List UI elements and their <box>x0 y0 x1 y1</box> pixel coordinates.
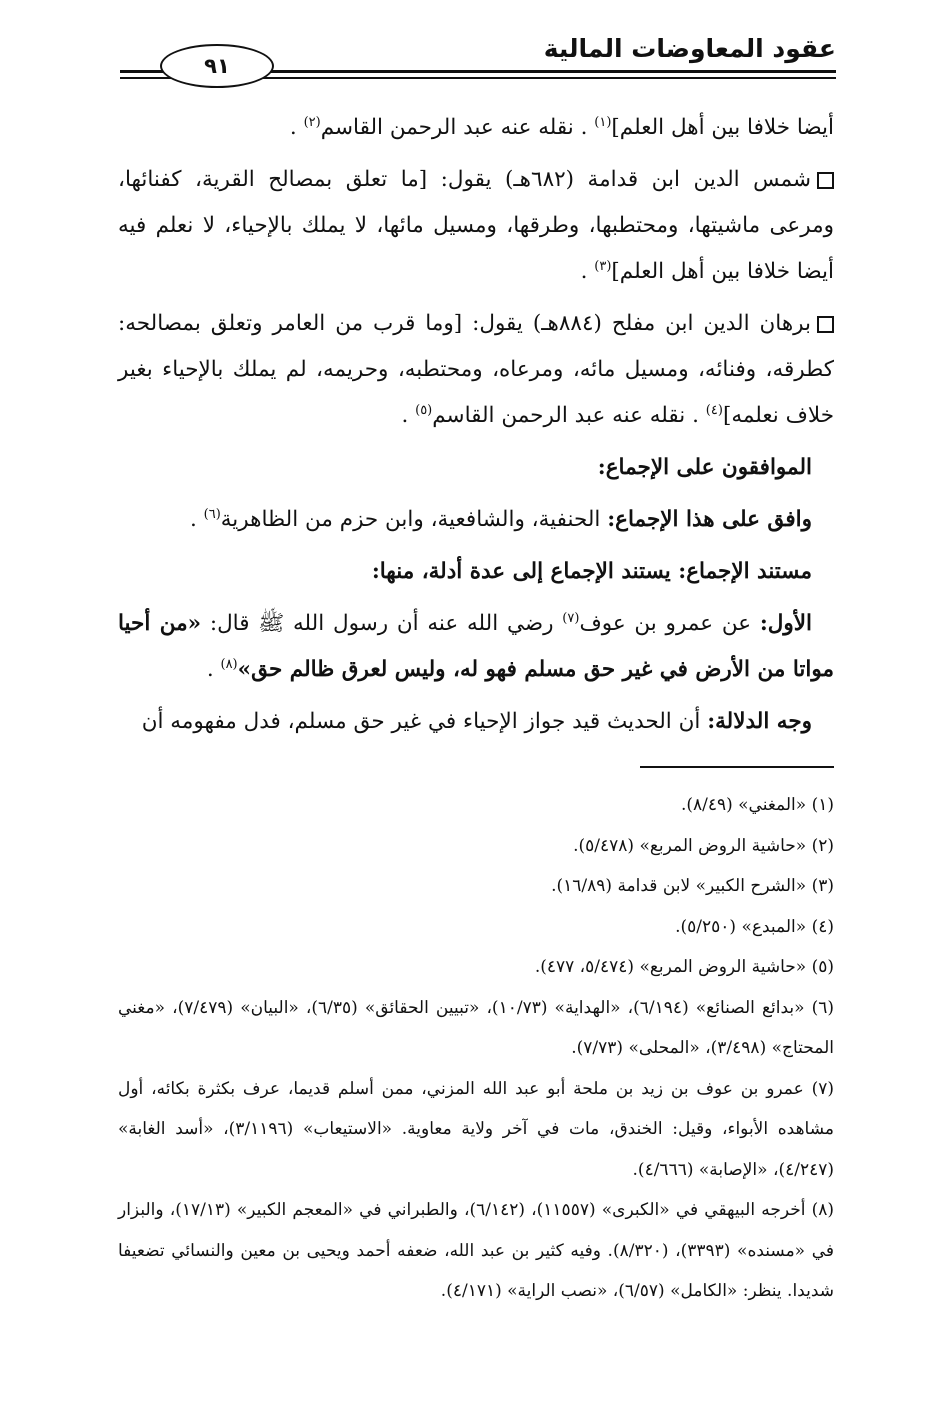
footnote-8: (٨) أخرجه البيهقي في «الكبرى» (١١٥٥٧)، (٦/١٤٢)، والطبراني في «المعجم الكبير» (١٧/١٣)، والبزار في «مسنده» (٣٣٩٣)، (٨/٣٢٠). وفيه كثير بن عبد الله، ضعفه أحمد ويحيى بن معين والنسائي تضعيفا شديدا. ينظر: «الكامل» (٦/٥٧)، «نصب الراية» (٤/١٧١). <box>118 1200 835 1301</box>
page-number: ٩١ <box>160 44 274 88</box>
footnote-ref-8[interactable]: (٨) <box>220 656 238 672</box>
footnote-5: (٥) «حاشية الروض المربع» (٥/٤٧٤، ٤٧٧). <box>534 957 834 977</box>
main-text <box>118 105 834 751</box>
paragraph-1: أيضا خلافا بين أهل العلم]$^{(١)}$ . نقله عنه عبد الرحمن القاسم$^{(٢)}$ . <box>289 114 834 140</box>
footnote-7: (٧) عمرو بن عوف بن زيد بن ملحة أبو عبد الله المزني، ممن أسلم قديما، عرف بكثرة بكائه، أول مشاهده الأبواء، وقيل: الخندق، مات في آخر ولاية معاوية. «الاستيعاب» (٣/١١٩٦)، «أسد الغابة» (٤/٢٤٧)، «الإصابة» (٤/٦٦٦). <box>118 1078 835 1180</box>
footnote-ref-3[interactable]: (٣) <box>594 258 612 274</box>
footnote-4: (٤) «المبدع» (٥/٢٥٠). <box>675 916 834 937</box>
footnote-ref-1[interactable]: (١) <box>594 114 612 130</box>
paragraph-first-evidence: الأول: عن عمرو بن عوف$^{(٧)}$ رضي الله عنه أن رسول الله ﷺ قال: «من أحيا مواتا من الأرض في غير حق مسلم فهو له، وليس لعرق ظالم حق»$^{(٨)}$ . <box>118 610 834 682</box>
paragraph-ibn-muflih: برهان الدين ابن مفلح (٨٨٤هـ) يقول: [وما قرب من العامر وتعلق بمصالحه: كطرقه، وفنائه، ومسيل مائه، ومرعاه، ومحتطبه، وحريمه، لم يملك بالإحياء بغير خلاف نعلمه]$^{(٤)}$ . نقله عنه عبد الرحمن القاسم$^{(٥)}$ . <box>118 311 834 428</box>
footnote-ref-7[interactable]: (٧) <box>562 610 580 626</box>
paragraph-basis: مستند الإجماع: يستند الإجماع إلى عدة أدلة، منها: <box>371 559 812 584</box>
footnote-6: (٦) «بدائع الصنائع» (٦/١٩٤)، «الهداية» (١٠/٧٣)، «تبيين الحقائق» (٦/٣٥)، «البيان» (٧/٤٧٩)، «مغني المحتاج» (٣/٤٩٨)، «المحلى» (٧/٧٣). <box>118 997 835 1058</box>
footnotes <box>118 785 834 1312</box>
running-title: عقود المعاوضات المالية <box>543 34 836 63</box>
footnote-1: (١) «المغني» (٨/٤٩). <box>680 795 834 815</box>
hadith-text: «من أحيا مواتا من الأرض في غير حق مسلم فهو له، وليس لعرق ظالم حق» <box>118 611 834 682</box>
footnote-ref-5[interactable]: (٥) <box>415 402 433 418</box>
page-header <box>120 30 836 90</box>
footnote-ref-6[interactable]: (٦) <box>203 506 221 522</box>
footnote-ref-4[interactable]: (٤) <box>705 402 723 418</box>
checkbox-square-icon <box>817 316 834 333</box>
paragraph-indication: وجه الدلالة: أن الحديث قيد جواز الإحياء في غير حق مسلم، فدل مفهومه أن <box>141 709 812 734</box>
paragraph-agreeing: وافق على هذا الإجماع: الحنفية، والشافعية، وابن حزم من الظاهرية$^{(٦)}$ . <box>189 506 812 532</box>
footnote-3: (٣) «الشرح الكبير» لابن قدامة (١٦/٨٩). <box>551 876 834 896</box>
paragraph-ibn-qudama: شمس الدين ابن قدامة (٦٨٢هـ) يقول: [ما تعلق بمصالح القرية، كفنائها، ومرعى ماشيتها، ومحتطبها، وطرقها، ومسيل مائها، لا يملك بالإحياء، لا نعلم فيه أيضا خلافا بين أهل العلم]$^{(٣)}$ . <box>118 167 834 284</box>
checkbox-square-icon <box>817 172 834 189</box>
footnote-2: (٢) «حاشية الروض المربع» (٥/٤٧٨). <box>573 835 834 856</box>
footnote-separator <box>640 766 834 768</box>
footnote-ref-2[interactable]: (٢) <box>303 114 321 130</box>
heading-agreeing: الموافقون على الإجماع: <box>597 455 812 480</box>
